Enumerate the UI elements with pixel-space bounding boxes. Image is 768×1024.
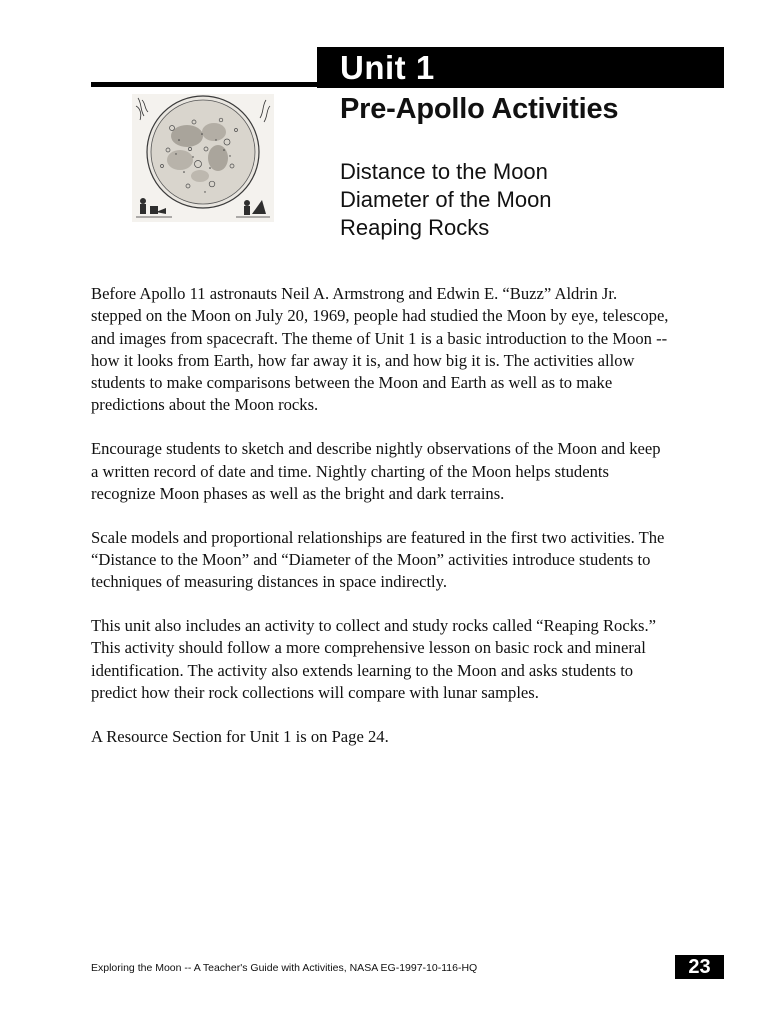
activity-item-distance: Distance to the Moon xyxy=(340,159,548,184)
footer-citation: Exploring the Moon -- A Teacher's Guide with Activities, NASA EG-1997-10-116-HQ xyxy=(91,962,478,974)
body-text xyxy=(91,283,671,770)
activity-item-diameter: Diameter of the Moon xyxy=(340,187,552,212)
paragraph-observations: Encourage students to sketch and describe nightly observations of the Moon and keep a written record of date and time. Nightly charting of the Moon helps students recognize Moon phases as well as the bright and dark terrains. xyxy=(91,439,661,503)
page-number: 23 xyxy=(675,955,724,979)
unit-title: Unit 1 xyxy=(340,49,435,86)
paragraph-scale-models: Scale models and proportional relationships are featured in the first two activities. The “Distance to the Moon” and “Diameter of the Moon” activities introduce students to techniques of measuring distances in space indirectly. xyxy=(91,527,665,592)
paragraph-intro: Before Apollo 11 astronauts Neil A. Armstrong and Edwin E. “Buzz” Aldrin Jr. stepped on the Moon on July 20, 1969, people had studied the Moon by eye, telescope, and images from spacecraft. The theme of Unit 1 is a basic introduction to the Moon -- how it looks from Earth, how far away it is, and how big it is. The activities allow students to make comparisons between the Moon and Earth as well as to make predictions about the Moon rocks. xyxy=(91,284,669,415)
header-rule xyxy=(91,82,351,87)
moon-map-illustration xyxy=(132,94,274,222)
unit-banner xyxy=(317,47,724,88)
paragraph-reaping-rocks: This unit also includes an activity to collect and study rocks called “Reaping Rocks.” This activity should follow a more comprehensive lesson on basic rock and mineral identification. The activity also extends learning to the Moon and asks students to predict how their rock collections will compare with lunar samples. xyxy=(91,616,656,702)
paragraph-resource-section: A Resource Section for Unit 1 is on Page 24. xyxy=(91,726,389,746)
activity-list xyxy=(340,158,552,242)
section-title: Pre-Apollo Activities xyxy=(340,93,619,125)
activity-item-reaping-rocks: Reaping Rocks xyxy=(340,215,490,240)
